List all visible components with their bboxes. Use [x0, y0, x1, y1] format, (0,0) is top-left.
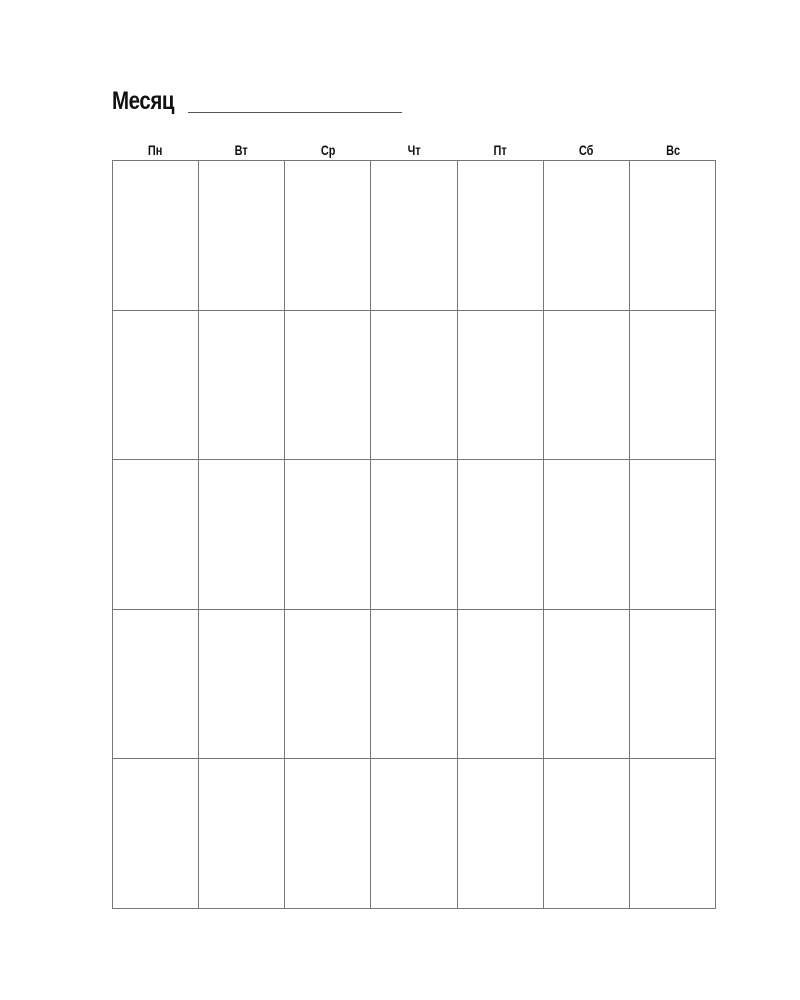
calendar-day-cell[interactable]	[199, 311, 285, 461]
calendar-day-cell[interactable]	[371, 610, 457, 760]
calendar-day-cell[interactable]	[285, 460, 371, 610]
calendar-day-cell[interactable]	[544, 460, 630, 610]
calendar-day-cell[interactable]	[113, 460, 199, 610]
calendar-day-cell[interactable]	[113, 161, 199, 311]
calendar-day-cell[interactable]	[285, 311, 371, 461]
calendar-day-cell[interactable]	[630, 610, 716, 760]
calendar-day-cell[interactable]	[458, 161, 544, 311]
weekday-label-thu: Чт	[407, 142, 421, 158]
month-fill-line[interactable]	[188, 112, 402, 113]
calendar-day-cell[interactable]	[458, 460, 544, 610]
calendar-day-cell[interactable]	[285, 610, 371, 760]
calendar-day-cell[interactable]	[113, 610, 199, 760]
calendar-day-cell[interactable]	[630, 161, 716, 311]
calendar-day-cell[interactable]	[630, 759, 716, 909]
month-title: Месяц	[112, 87, 175, 115]
weekday-label-tue: Вт	[234, 142, 248, 158]
calendar-day-cell[interactable]	[458, 610, 544, 760]
calendar-day-cell[interactable]	[544, 311, 630, 461]
calendar-day-cell[interactable]	[630, 311, 716, 461]
calendar-day-cell[interactable]	[371, 161, 457, 311]
weekday-label-sat: Сб	[579, 142, 594, 158]
weekday-label-sun: Вс	[665, 142, 680, 158]
weekday-label-mon: Пн	[147, 142, 163, 158]
calendar-day-cell[interactable]	[285, 161, 371, 311]
calendar-day-cell[interactable]	[371, 460, 457, 610]
calendar-day-cell[interactable]	[199, 610, 285, 760]
weekday-label-wed: Ср	[320, 142, 335, 158]
calendar-day-cell[interactable]	[544, 610, 630, 760]
calendar-day-cell[interactable]	[544, 759, 630, 909]
calendar-day-cell[interactable]	[113, 311, 199, 461]
calendar-day-cell[interactable]	[285, 759, 371, 909]
weekday-header-row	[112, 140, 716, 160]
calendar-day-cell[interactable]	[113, 759, 199, 909]
calendar-day-cell[interactable]	[199, 161, 285, 311]
calendar-day-cell[interactable]	[458, 759, 544, 909]
calendar-grid	[112, 160, 716, 909]
calendar-day-cell[interactable]	[544, 161, 630, 311]
calendar-day-cell[interactable]	[199, 460, 285, 610]
calendar-day-cell[interactable]	[458, 311, 544, 461]
weekday-label-fri: Пт	[493, 142, 507, 158]
calendar-day-cell[interactable]	[371, 311, 457, 461]
calendar-day-cell[interactable]	[630, 460, 716, 610]
calendar-day-cell[interactable]	[371, 759, 457, 909]
month-header	[112, 84, 412, 118]
calendar-day-cell[interactable]	[199, 759, 285, 909]
